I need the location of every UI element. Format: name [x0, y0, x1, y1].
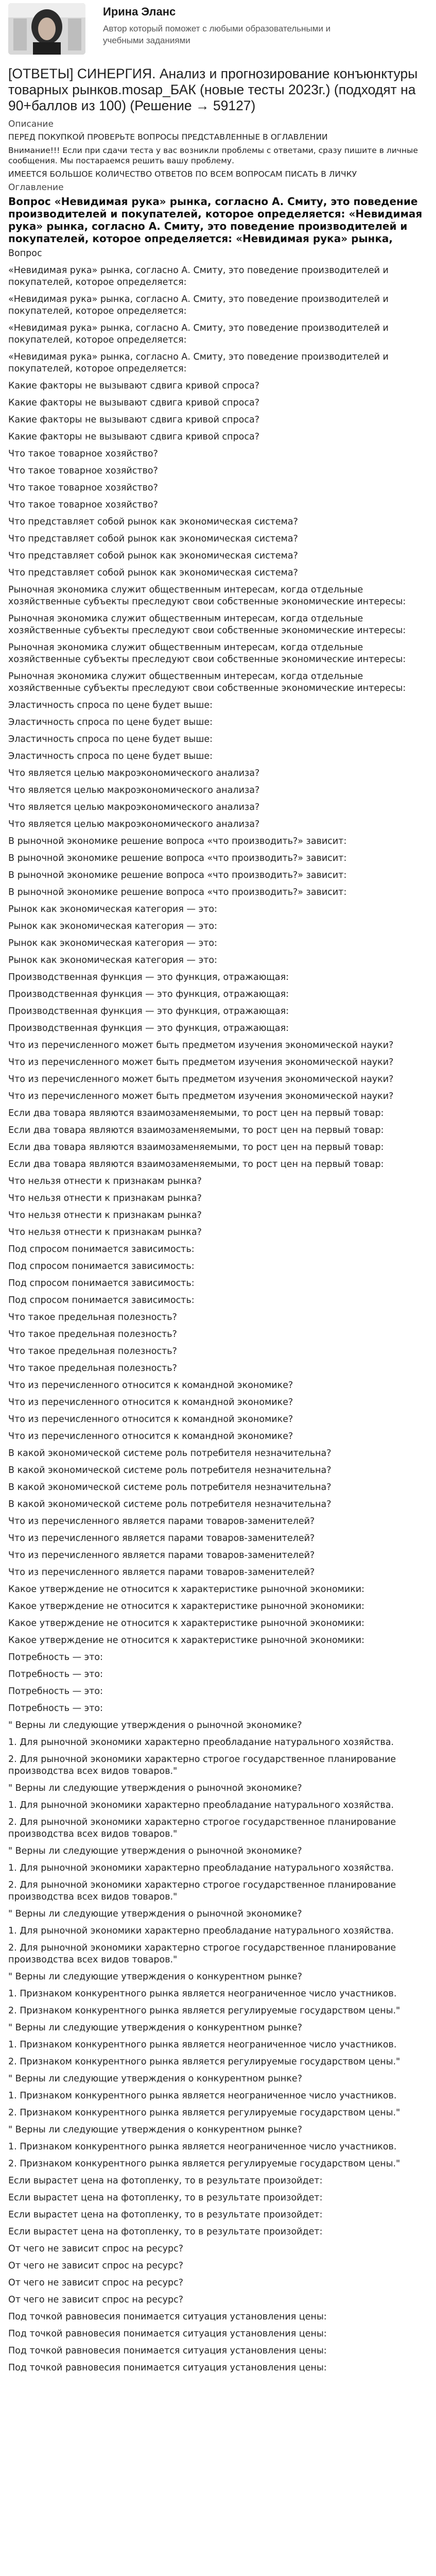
list-item: Что из перечисленного относится к командной экономике? [8, 1431, 293, 1442]
author-block [8, 0, 428, 57]
list-item: Под спросом понимается зависимость: [8, 1278, 195, 1289]
list-item: Какие факторы не вызывают сдвига кривой спроса? [8, 398, 260, 408]
list-item: Что из перечисленного относится к командной экономике? [8, 1380, 293, 1391]
list-item: Эластичность спроса по цене будет выше: [8, 734, 213, 744]
list-item: В рыночной экономике решение вопроса «что производить?» зависит: [8, 853, 347, 863]
list-item: Что из перечисленного может быть предметом изучения экономической науки? [8, 1074, 394, 1084]
list-item: Что представляет собой рынок как экономическая система? [8, 517, 298, 527]
list-item: Что такое товарное хозяйство? [8, 483, 158, 493]
list-item: Эластичность спроса по цене будет выше: [8, 717, 213, 727]
list-item: Что нельзя отнести к признакам рынка? [8, 1176, 202, 1187]
list-item: В какой экономической системе роль потребителя незначительна? [8, 1482, 332, 1493]
list-item: Рынок как экономическая категория — это: [8, 921, 217, 931]
list-item: Что такое предельная полезность? [8, 1363, 177, 1374]
list-item: Что такое товарное хозяйство? [8, 466, 158, 476]
description-label: Описание [8, 119, 54, 129]
list-item: В какой экономической системе роль потребителя незначительна? [8, 1465, 332, 1476]
list-item: Производственная функция — это функция, отражающая: [8, 972, 289, 982]
list-item: Что представляет собой рынок как экономическая система? [8, 551, 298, 561]
toc-label: Оглавление [8, 182, 64, 193]
list-item: Эластичность спроса по цене будет выше: [8, 751, 213, 761]
list-item: Что является целью макроэкономического анализа? [8, 768, 260, 778]
list-item: 1. Для рыночной экономики характерно преобладание натурального хозяйства. [8, 1737, 394, 1748]
list-item: Что представляет собой рынок как экономическая система? [8, 568, 298, 578]
list-item: Под точкой равновесия понимается ситуация установления цены: [8, 2312, 327, 2322]
list-item: Какие факторы не вызывают сдвига кривой спроса? [8, 415, 260, 425]
list-item: " Верны ли следующие утверждения о рыночной экономике? [8, 1783, 302, 1793]
list-item: В какой экономической системе роль потребителя незначительна? [8, 1448, 332, 1459]
question-list [8, 248, 428, 2374]
list-item: Потребность — это: [8, 1652, 103, 1663]
list-item: Потребность — это: [8, 1669, 103, 1680]
list-item: Что является целью макроэкономического анализа? [8, 802, 260, 812]
list-item: Рыночная экономика служит общественным интересам, когда отдельные хозяйственные субъекты преследуют свои собственные экономические интересы: [8, 642, 406, 665]
list-item: В рыночной экономике решение вопроса «что производить?» зависит: [8, 870, 347, 880]
list-item: " Верны ли следующие утверждения о рыночной экономике? [8, 1720, 302, 1731]
list-item: Что такое товарное хозяйство? [8, 500, 158, 510]
list-item: Что из перечисленного является парами товаров-заменителей? [8, 1550, 315, 1561]
list-item: Что из перечисленного является парами товаров-заменителей? [8, 1516, 315, 1527]
list-item: Какое утверждение не относится к характеристике рыночной экономики: [8, 1618, 365, 1629]
list-item: «Невидимая рука» рынка, согласно А. Смиту, это поведение производителей и покупателей, которое определяется: [8, 323, 389, 345]
list-item: Что является целью макроэкономического анализа? [8, 785, 260, 795]
list-item: 1. Признаком конкурентного рынка является неограниченное число участников. [8, 2040, 397, 2050]
list-item: От чего не зависит спрос на ресурс? [8, 2278, 184, 2288]
list-item: Какое утверждение не относится к характеристике рыночной экономики: [8, 1601, 365, 1612]
list-item: Если два товара являются взаимозаменяемыми, то рост цен на первый товар: [8, 1159, 384, 1170]
list-item: Что из перечисленного является парами товаров-заменителей? [8, 1567, 315, 1578]
list-item: 1. Признаком конкурентного рынка является неограниченное число участников. [8, 1989, 397, 1999]
list-item: «Невидимая рука» рынка, согласно А. Смиту, это поведение производителей и покупателей, которое определяется: [8, 294, 389, 316]
list-item: 2. Признаком конкурентного рынка является регулируемые государством цены." [8, 2057, 400, 2067]
list-item: Рынок как экономическая категория — это: [8, 938, 217, 948]
list-item: От чего не зависит спрос на ресурс? [8, 2295, 184, 2305]
list-item: В рыночной экономике решение вопроса «что производить?» зависит: [8, 836, 347, 846]
description-line: ПЕРЕД ПОКУПКОЙ ПРОВЕРЬТЕ ВОПРОСЫ ПРЕДСТАВЛЕННЫЕ В ОГЛАВЛЕНИИ [8, 132, 328, 142]
list-item: От чего не зависит спрос на ресурс? [8, 2244, 184, 2254]
list-item: Под спросом понимается зависимость: [8, 1295, 195, 1306]
list-item: Под точкой равновесия понимается ситуация установления цены: [8, 2346, 327, 2356]
list-item: В какой экономической системе роль потребителя незначительна? [8, 1499, 332, 1510]
list-item: 2. Признаком конкурентного рынка является регулируемые государством цены." [8, 2108, 400, 2118]
list-item: Что из перечисленного является парами товаров-заменителей? [8, 1533, 315, 1544]
list-item: Что такое товарное хозяйство? [8, 449, 158, 459]
description-line: ИМЕЕТСЯ БОЛЬШОЕ КОЛИЧЕСТВО ОТВЕТОВ ПО ВСЕМ ВОПРОСАМ ПИСАТЬ В ЛИЧКУ [8, 170, 357, 179]
list-item: " Верны ли следующие утверждения о конкурентном рынке? [8, 1972, 302, 1982]
list-item: 2. Для рыночной экономики характерно строгое государственное планирование производства всех видов товаров." [8, 1943, 396, 1965]
list-item: " Верны ли следующие утверждения о конкурентном рынке? [8, 2125, 302, 2135]
toc-bold-question: Вопрос «Невидимая рука» рынка, согласно А. Смиту, это поведение производителей и покупателей, которое определяется: «Невидимая рука» рынка, согласно А. Смиту, это поведение производителей и покупателей, которое определяется: «Невидимая рука» рынка, [8, 195, 423, 245]
list-item: 2. Для рыночной экономики характерно строгое государственное планирование производства всех видов товаров." [8, 1817, 396, 1839]
page-title: [ОТВЕТЫ] СИНЕРГИЯ. Анализ и прогнозирование конъюнктуры товарных рынков.mosap_БАК (новые тесты 2023г.) (подходят на 90+баллов из 100) (Решение → 59127) [8, 66, 418, 113]
list-item: Вопрос [8, 248, 42, 259]
list-item: Если два товара являются взаимозаменяемыми, то рост цен на первый товар: [8, 1108, 384, 1118]
list-item: Рынок как экономическая категория — это: [8, 955, 217, 965]
list-item: Рыночная экономика служит общественным интересам, когда отдельные хозяйственные субъекты преследуют свои собственные экономические интересы: [8, 585, 406, 607]
list-item: Какое утверждение не относится к характеристике рыночной экономики: [8, 1635, 365, 1646]
list-item: 1. Признаком конкурентного рынка является неограниченное число участников. [8, 2091, 397, 2101]
list-item: Производственная функция — это функция, отражающая: [8, 1006, 289, 1016]
list-item: Если два товара являются взаимозаменяемыми, то рост цен на первый товар: [8, 1125, 384, 1136]
list-item: Что такое предельная полезность? [8, 1312, 177, 1323]
list-item: В рыночной экономике решение вопроса «что производить?» зависит: [8, 887, 347, 897]
list-item: Под спросом понимается зависимость: [8, 1244, 195, 1255]
list-item: Какие факторы не вызывают сдвига кривой спроса? [8, 381, 260, 391]
list-item: Что такое предельная полезность? [8, 1346, 177, 1357]
list-item: Что представляет собой рынок как экономическая система? [8, 534, 298, 544]
author-name[interactable]: Ирина Эланс [103, 5, 176, 18]
list-item: " Верны ли следующие утверждения о рыночной экономике? [8, 1846, 302, 1856]
list-item: Что из перечисленного может быть предметом изучения экономической науки? [8, 1057, 394, 1067]
list-item: Если вырастет цена на фотопленку, то в результате произойдет: [8, 2227, 323, 2237]
list-item: Что из перечисленного может быть предметом изучения экономической науки? [8, 1040, 394, 1050]
list-item: Что из перечисленного может быть предметом изучения экономической науки? [8, 1091, 394, 1101]
list-item: 2. Для рыночной экономики характерно строгое государственное планирование производства всех видов товаров." [8, 1754, 396, 1776]
list-item: Что нельзя отнести к признакам рынка? [8, 1210, 202, 1221]
list-item: Производственная функция — это функция, отражающая: [8, 989, 289, 999]
list-item: 2. Признаком конкурентного рынка является регулируемые государством цены." [8, 2006, 400, 2016]
list-item: Если два товара являются взаимозаменяемыми, то рост цен на первый товар: [8, 1142, 384, 1153]
list-item: Что из перечисленного относится к командной экономике? [8, 1397, 293, 1408]
list-item: Под точкой равновесия понимается ситуация установления цены: [8, 2363, 327, 2373]
avatar[interactable] [8, 3, 85, 55]
list-item: Если вырастет цена на фотопленку, то в результате произойдет: [8, 2193, 323, 2203]
list-item: " Верны ли следующие утверждения о конкурентном рынке? [8, 2023, 302, 2033]
list-item: Потребность — это: [8, 1686, 103, 1697]
list-item: Рыночная экономика служит общественным интересам, когда отдельные хозяйственные субъекты преследуют свои собственные экономические интересы: [8, 614, 406, 636]
list-item: Какие факторы не вызывают сдвига кривой спроса? [8, 432, 260, 442]
avatar-photo-icon [8, 3, 85, 55]
author-description: Автор который поможет с любыми образовательными и учебными заданиями [103, 24, 331, 45]
list-item: Потребность — это: [8, 1703, 103, 1714]
list-item: 1. Для рыночной экономики характерно преобладание натурального хозяйства. [8, 1863, 394, 1873]
list-item: 1. Для рыночной экономики характерно преобладание натурального хозяйства. [8, 1926, 394, 1936]
list-item: 1. Признаком конкурентного рынка является неограниченное число участников. [8, 2142, 397, 2152]
list-item: Что нельзя отнести к признакам рынка? [8, 1227, 202, 1238]
list-item: 2. Признаком конкурентного рынка является регулируемые государством цены." [8, 2159, 400, 2169]
list-item: «Невидимая рука» рынка, согласно А. Смиту, это поведение производителей и покупателей, которое определяется: [8, 265, 389, 287]
description-line: Внимание!!! Если при сдачи теста у вас возникли проблемы с ответами, сразу пишите в личные сообщения. Мы постараемся решить вашу проблему. [8, 146, 418, 165]
list-item: Если вырастет цена на фотопленку, то в результате произойдет: [8, 2210, 323, 2220]
list-item: Что является целью макроэкономического анализа? [8, 819, 260, 829]
list-item: Что нельзя отнести к признакам рынка? [8, 1193, 202, 1204]
list-item: 2. Для рыночной экономики характерно строгое государственное планирование производства всех видов товаров." [8, 1880, 396, 1902]
list-item: От чего не зависит спрос на ресурс? [8, 2261, 184, 2271]
list-item: Эластичность спроса по цене будет выше: [8, 700, 213, 710]
list-item: Если вырастет цена на фотопленку, то в результате произойдет: [8, 2176, 323, 2186]
list-item: Что из перечисленного относится к командной экономике? [8, 1414, 293, 1425]
list-item: Под спросом понимается зависимость: [8, 1261, 195, 1272]
list-item: Под точкой равновесия понимается ситуация установления цены: [8, 2329, 327, 2339]
author-info [103, 3, 371, 46]
list-item: Какое утверждение не относится к характеристике рыночной экономики: [8, 1584, 365, 1595]
list-item: Производственная функция — это функция, отражающая: [8, 1023, 289, 1033]
list-item: «Невидимая рука» рынка, согласно А. Смиту, это поведение производителей и покупателей, которое определяется: [8, 352, 389, 374]
list-item: Рынок как экономическая категория — это: [8, 904, 217, 914]
list-item: Что такое предельная полезность? [8, 1329, 177, 1340]
list-item: Рыночная экономика служит общественным интересам, когда отдельные хозяйственные субъекты преследуют свои собственные экономические интересы: [8, 671, 406, 693]
list-item: " Верны ли следующие утверждения о конкурентном рынке? [8, 2074, 302, 2084]
list-item: " Верны ли следующие утверждения о рыночной экономике? [8, 1909, 302, 1919]
list-item: 1. Для рыночной экономики характерно преобладание натурального хозяйства. [8, 1800, 394, 1810]
